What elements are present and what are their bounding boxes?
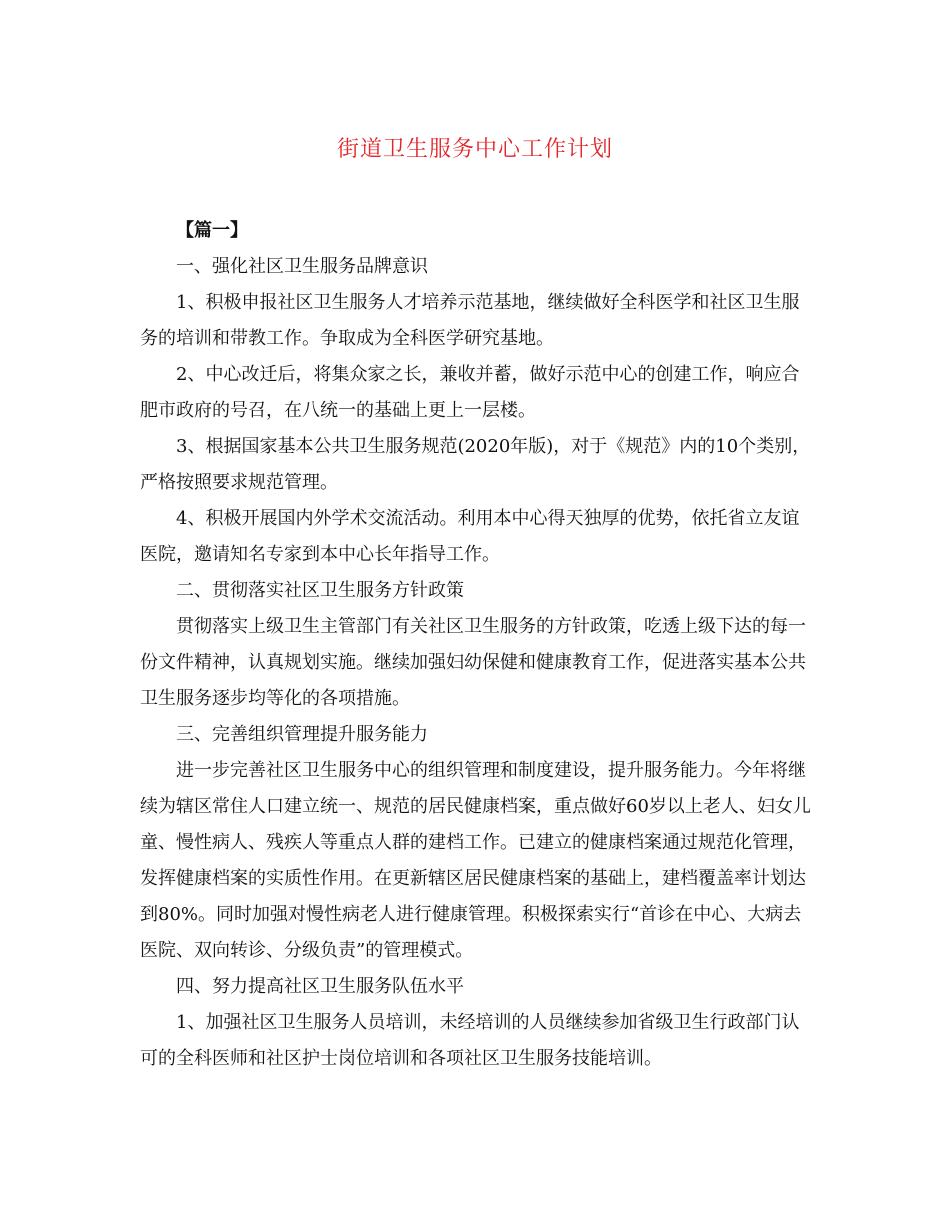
part-label: 【篇一】 (176, 220, 248, 241)
paragraph-3: 进一步完善社区卫生服务中心的组织管理和制度建设，提升服务能力。今年将继续为辖区常住人口建立统一、规范的居民健康档案，重点做好60岁以上老人、妇女儿童、慢性病人、残疾人等重点人群的建档工作。已建立的健康档案通过规范化管理，发挥健康档案的实质性作用。在更新辖区居民健康档案的基础上，建档覆盖率计划达到80%。同时加强对慢性病老人进行健康管理。积极探索实行“首诊在中心、大病去医院、双向转诊、分级负责”的管理模式。 (140, 760, 811, 961)
paragraph-1-4: 4、积极开展国内外学术交流活动。利用本中心得天独厚的优势，依托省立友谊医院，邀请知名专家到本中心长年指导工作。 (140, 508, 800, 565)
paragraph-4-1: 1、加强社区卫生服务人员培训，未经培训的人员继续参加省级卫生行政部门认可的全科医师和社区护士岗位培训和各项社区卫生服务技能培训。 (140, 1012, 800, 1069)
paragraph-2: 贯彻落实上级卫生主管部门有关社区卫生服务的方针政策，吃透上级下达的每一份文件精神，认真规划实施。继续加强妇幼保健和健康教育工作，促进落实基本公共卫生服务逐步均等化的各项措施。 (140, 616, 806, 709)
document-body (140, 213, 815, 1077)
section-heading-3: 三、完善组织管理提升服务能力 (176, 724, 428, 745)
section-heading-4: 四、努力提高社区卫生服务队伍水平 (176, 976, 464, 997)
document-title: 街道卫生服务中心工作计划 (336, 137, 613, 162)
section-heading-1: 一、强化社区卫生服务品牌意识 (176, 256, 428, 277)
paragraph-1-1: 1、积极申报社区卫生服务人才培养示范基地，继续做好全科医学和社区卫生服务的培训和带教工作。争取成为全科医学研究基地。 (140, 292, 800, 349)
paragraph-1-3: 3、根据国家基本公共卫生服务规范(2020年版)，对于《规范》内的10个类别，严格按照要求规范管理。 (140, 436, 811, 493)
paragraph-1-2: 2、中心改迁后，将集众家之长，兼收并蓄，做好示范中心的创建工作，响应合肥市政府的号召，在八统一的基础上更上一层楼。 (140, 364, 800, 421)
section-heading-2: 二、贯彻落实社区卫生服务方针政策 (176, 580, 464, 601)
